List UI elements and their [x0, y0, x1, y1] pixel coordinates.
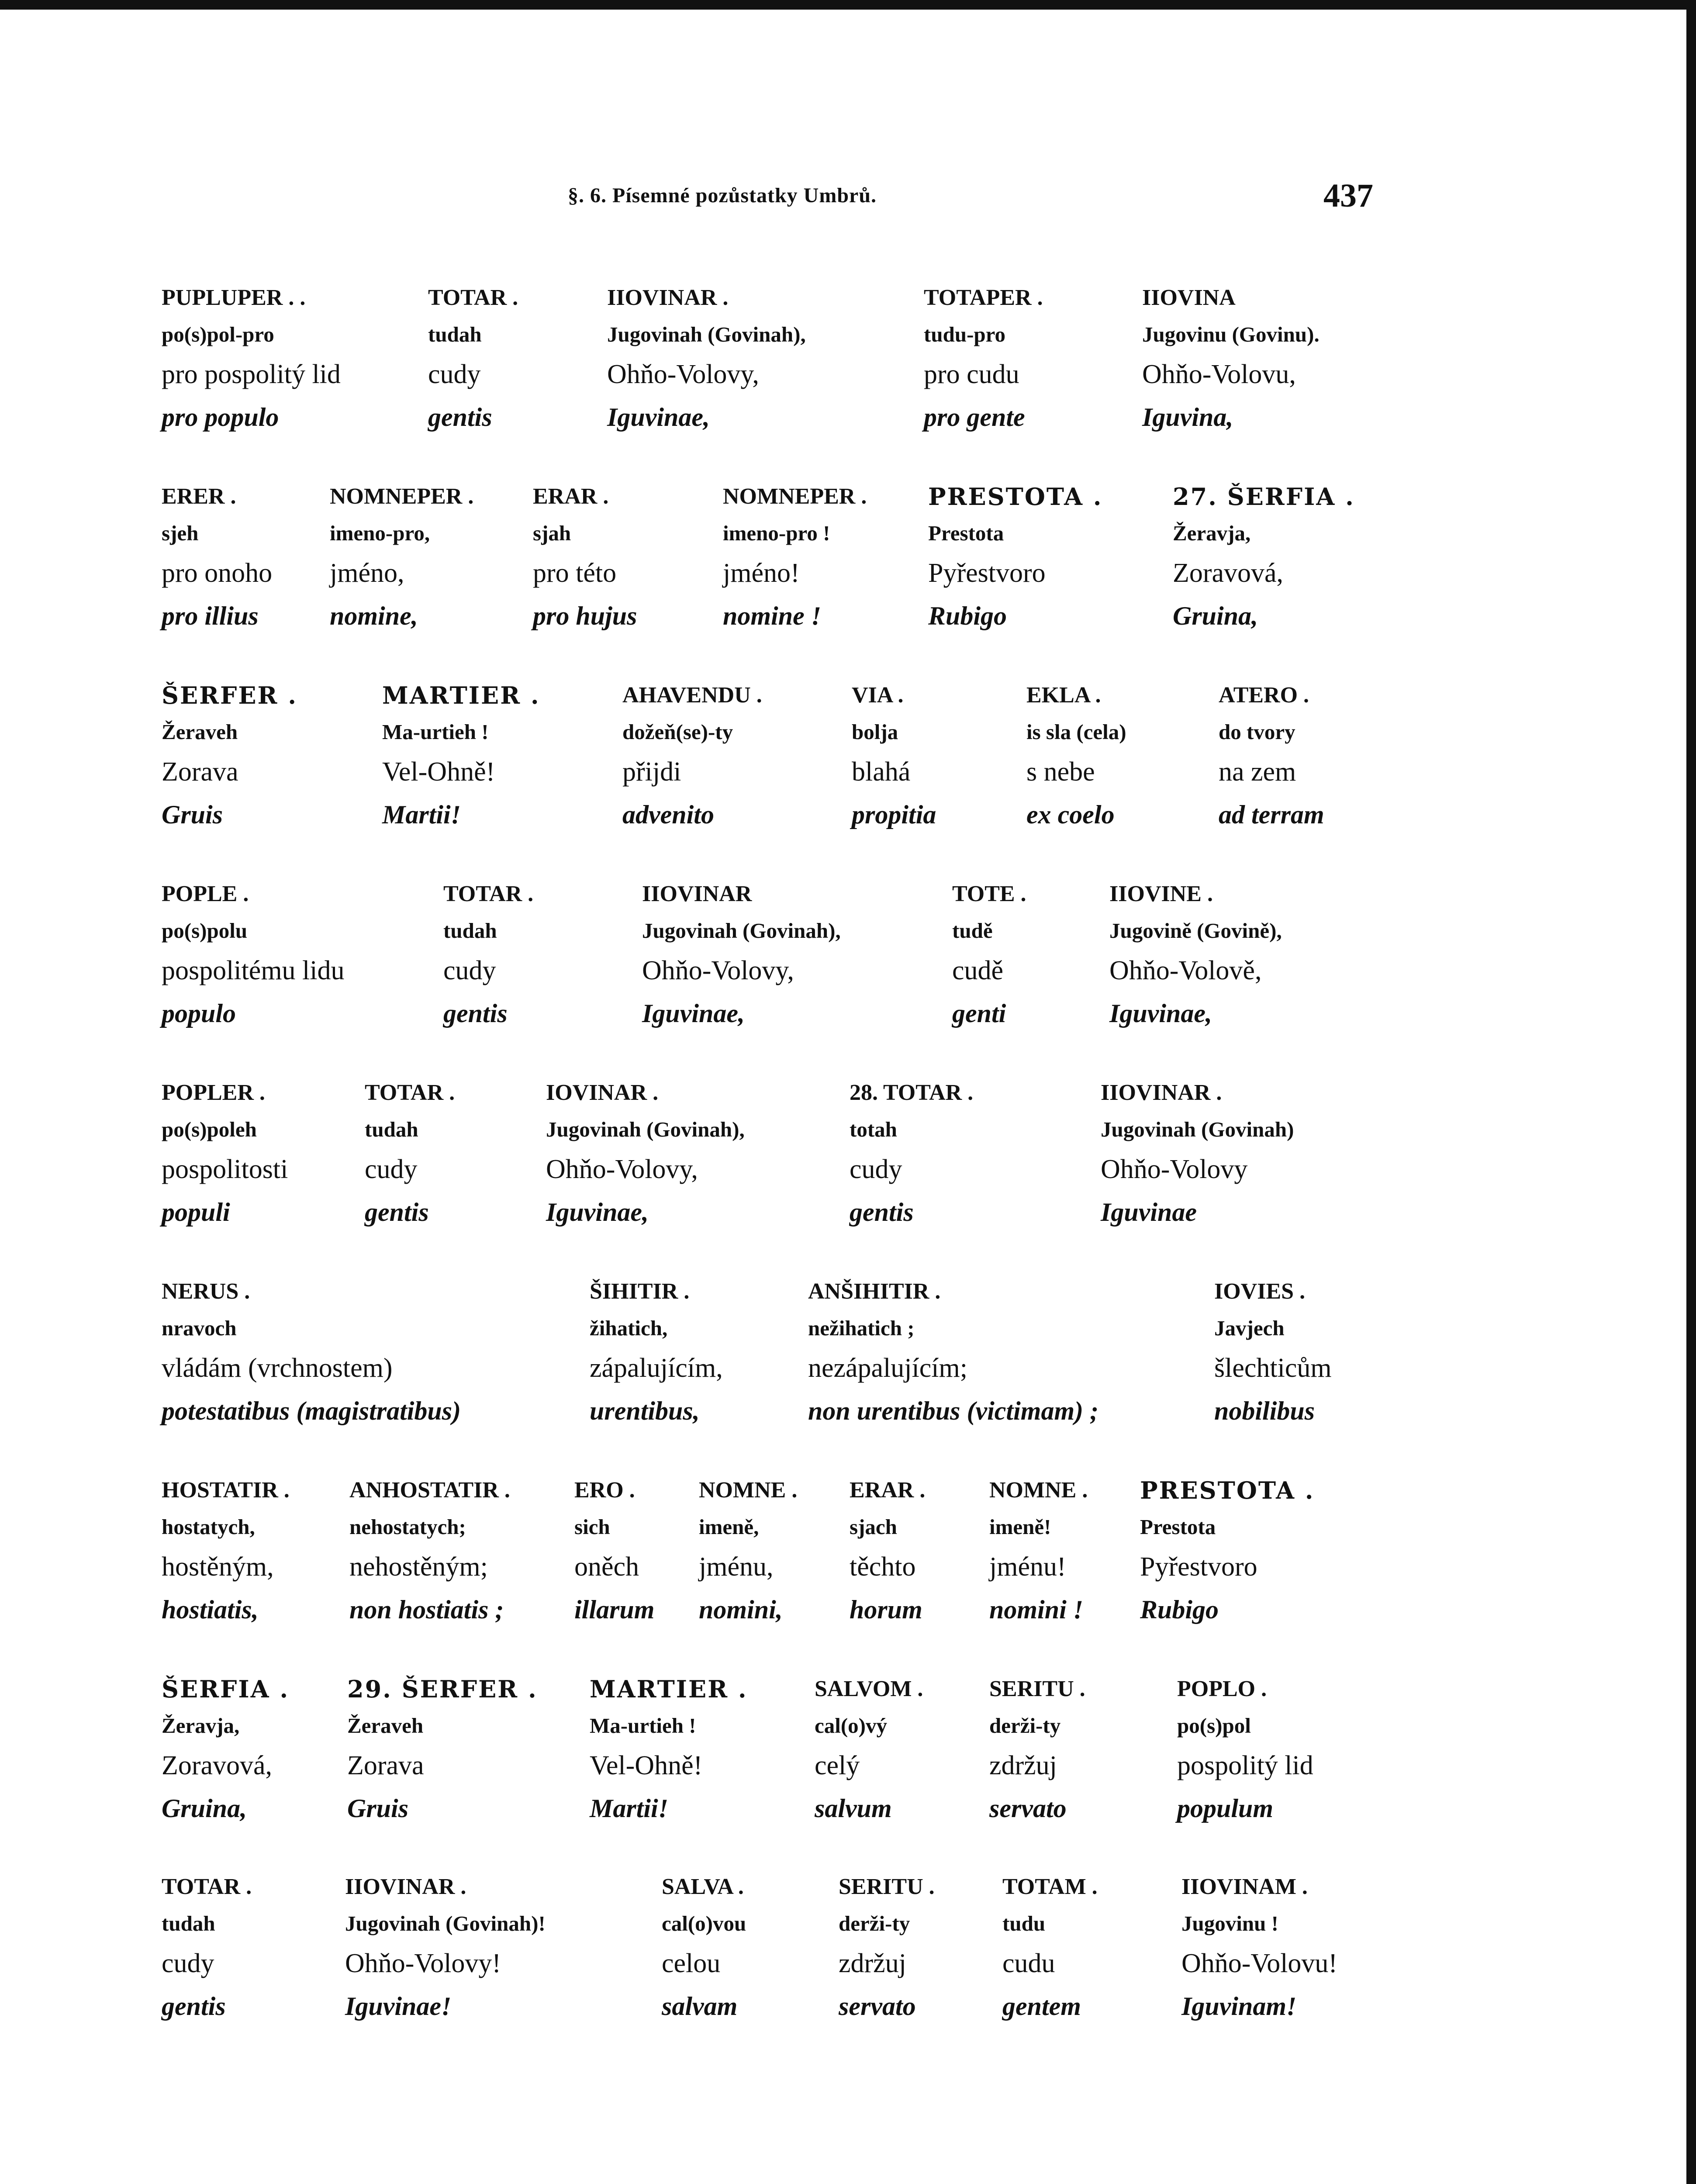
czech-line: šlechticům [1214, 1353, 1332, 1383]
umbrian-line: POPLER . [162, 1080, 265, 1105]
gloss-column [1219, 677, 1324, 836]
slavic-line: imeně, [699, 1515, 759, 1539]
latin-line: Rubigo [1140, 1595, 1219, 1624]
latin-line: Iguvinae, [642, 999, 745, 1028]
slavic-line: Ma-urtieh ! [382, 720, 489, 744]
latin-line: servato [989, 1794, 1067, 1823]
umbrian-line: TOTAR . [162, 1874, 252, 1899]
gloss-column [952, 876, 1026, 1035]
umbrian-line: PRESTOTA . [928, 483, 1103, 511]
latin-line: non hostiatis ; [349, 1595, 504, 1624]
umbrian-line: POPLE . [162, 881, 249, 906]
czech-line: Ohňo-Volovy [1101, 1154, 1248, 1184]
slavic-line: Jugovinah (Govinah), [546, 1117, 745, 1141]
umbrian-line: ERER . [162, 484, 236, 509]
umbrian-line: SALVA . [662, 1874, 744, 1899]
latin-line: ex coelo [1026, 800, 1115, 829]
slavic-line: Jugovinah (Govinah), [642, 919, 841, 943]
slavic-line: bolja [852, 720, 898, 744]
slavic-line: Prestota [928, 521, 1004, 545]
umbrian-line: ANHOSTATIR . [349, 1478, 510, 1503]
gloss-column [162, 1273, 461, 1432]
latin-line: gentem [1002, 1992, 1081, 2021]
latin-line: hostiatis, [162, 1595, 259, 1624]
czech-line: celou [662, 1949, 721, 1978]
czech-line: cudu [1002, 1949, 1055, 1978]
umbrian-line: VIA . [852, 683, 904, 708]
czech-line: pro této [533, 558, 617, 588]
umbrian-line: ERAR . [850, 1478, 926, 1503]
latin-line: Iguvinae, [1109, 999, 1212, 1028]
umbrian-line: IIOVINAR [642, 881, 752, 906]
czech-line: vládám (vrchnostem) [162, 1353, 393, 1383]
gloss-column [1177, 1671, 1313, 1830]
latin-line: advenito [622, 800, 714, 829]
gloss-column [852, 677, 936, 836]
czech-line: Ohňo-Volově, [1109, 956, 1262, 985]
latin-line: Iguvinae [1101, 1198, 1197, 1227]
gloss-column [590, 1273, 723, 1432]
latin-line: salvum [815, 1794, 892, 1823]
gloss-block [0, 1472, 1696, 1647]
umbrian-line: EKLA . [1026, 683, 1101, 708]
czech-line: cudy [365, 1154, 418, 1184]
umbrian-line: PRESTOTA . [1140, 1476, 1315, 1504]
gloss-column [622, 677, 762, 836]
czech-line: nehostěným; [349, 1552, 488, 1582]
czech-line: pro pospolitý lid [162, 359, 341, 389]
slavic-line: Javjech [1214, 1316, 1285, 1340]
slavic-line: Žeraveh [347, 1714, 424, 1738]
slavic-line: Žeraveh [162, 720, 238, 744]
slavic-line: sjah [533, 521, 571, 545]
umbrian-line: ŠERFER . [162, 681, 298, 709]
czech-line: celý [815, 1751, 860, 1780]
gloss-column [839, 1869, 935, 2028]
czech-line: nezápalujícím; [808, 1353, 967, 1383]
latin-line: gentis [365, 1198, 429, 1227]
umbrian-line: MARTIER . [382, 681, 540, 709]
umbrian-line: AHAVENDU . [622, 683, 762, 708]
czech-line: jménu! [989, 1552, 1066, 1582]
latin-line: horum [850, 1595, 922, 1624]
umbrian-line: 28. TOTAR . [850, 1080, 974, 1105]
czech-line: pro cudu [924, 359, 1019, 389]
gloss-column [850, 1472, 925, 1631]
gloss-column [162, 677, 297, 836]
slavic-line: Žeravja, [162, 1714, 240, 1738]
slavic-line: cal(o)vý [815, 1714, 887, 1738]
latin-line: nobilibus [1214, 1396, 1315, 1425]
gloss-column [607, 280, 806, 439]
gloss-column [1142, 280, 1319, 439]
latin-line: Iguvinam! [1181, 1992, 1297, 2021]
gloss-block [0, 1869, 1696, 2043]
gloss-column [382, 677, 540, 836]
slavic-line: totah [850, 1117, 897, 1141]
umbrian-line: TOTAR . [443, 881, 534, 906]
latin-line: urentibus, [590, 1396, 700, 1425]
gloss-column [989, 1671, 1085, 1830]
czech-line: Zorava [347, 1751, 424, 1780]
slavic-line: tudu [1002, 1911, 1046, 1935]
slavic-line: Jugovinah (Govinah) [1101, 1117, 1294, 1141]
gloss-block [0, 478, 1696, 653]
czech-line: Pyřestvoro [1140, 1552, 1257, 1582]
gloss-column [443, 876, 533, 1035]
slavic-line: žihatich, [590, 1316, 668, 1340]
latin-line: nomine, [330, 601, 418, 630]
czech-line: Vel-Ohně! [590, 1751, 703, 1780]
gloss-column [330, 478, 473, 637]
gloss-column [162, 478, 272, 637]
slavic-line: nravoch [162, 1316, 237, 1340]
umbrian-line: ŠERFIA . [162, 1675, 290, 1703]
latin-line: gentis [162, 1992, 226, 2021]
slavic-line: imeno-pro ! [723, 521, 830, 545]
gloss-column [1181, 1869, 1337, 2028]
latin-line: pro illius [162, 601, 259, 630]
slavic-line: derži-ty [989, 1714, 1061, 1738]
czech-line: jméno! [723, 558, 800, 588]
gloss-column [815, 1671, 923, 1830]
slavic-line: is sla (cela) [1026, 720, 1126, 744]
gloss-block [0, 876, 1696, 1051]
czech-line: těchto [850, 1552, 916, 1582]
czech-line: Ohňo-Volovu, [1142, 359, 1296, 389]
gloss-block [0, 1671, 1696, 1845]
gloss-column [590, 1671, 748, 1830]
czech-line: Zorava [162, 757, 238, 787]
slavic-line: Jugovinah (Govinah), [607, 322, 806, 346]
umbrian-line: MARTIER . [590, 1675, 748, 1703]
gloss-column [162, 1671, 289, 1830]
scan-edge-top [0, 0, 1696, 10]
latin-line: Iguvinae, [546, 1198, 649, 1227]
czech-line: Ohňo-Volovu! [1181, 1949, 1338, 1978]
gloss-column [1173, 478, 1355, 637]
czech-line: Ohňo-Volovy! [345, 1949, 501, 1978]
gloss-column [345, 1869, 546, 2028]
slavic-line: Žeravja, [1173, 521, 1251, 545]
gloss-column [808, 1273, 1098, 1432]
gloss-block [0, 1075, 1696, 1249]
latin-line: Iguvina, [1142, 403, 1233, 432]
umbrian-line: ŠIHITIR . [590, 1279, 690, 1304]
slavic-line: po(s)pol [1177, 1714, 1251, 1738]
gloss-column [162, 1869, 252, 2028]
gloss-column [574, 1472, 654, 1631]
gloss-column [428, 280, 518, 439]
umbrian-line: IIOVINAM . [1181, 1874, 1308, 1899]
czech-line: blahá [852, 757, 911, 787]
umbrian-line: ERO . [574, 1478, 635, 1503]
latin-line: pro populo [162, 403, 279, 432]
czech-line: hostěným, [162, 1552, 274, 1582]
czech-line: Zoravová, [1173, 558, 1284, 588]
gloss-column [662, 1869, 746, 2028]
latin-line: Martii! [590, 1794, 669, 1823]
czech-line: pospolitosti [162, 1154, 288, 1184]
czech-line: zdržuj [989, 1751, 1057, 1780]
gloss-column [1002, 1869, 1098, 2028]
slavic-line: Jugovině (Govině), [1109, 919, 1282, 943]
slavic-line: derži-ty [839, 1911, 910, 1935]
czech-line: přijdi [622, 757, 681, 787]
slavic-line: Jugovinu ! [1181, 1911, 1278, 1935]
umbrian-line: SERITU . [839, 1874, 935, 1899]
czech-line: jméno, [330, 558, 404, 588]
gloss-column [924, 280, 1043, 439]
umbrian-line: IIOVINAR . [1101, 1080, 1222, 1105]
czech-line: zápalujícím, [590, 1353, 723, 1383]
gloss-column [1140, 1472, 1315, 1631]
umbrian-line: ATERO . [1219, 683, 1309, 708]
latin-line: gentis [850, 1198, 914, 1227]
gloss-column [365, 1075, 455, 1234]
czech-line: na zem [1219, 757, 1296, 787]
slavic-line: do tvory [1219, 720, 1295, 744]
slavic-line: tudah [443, 919, 497, 943]
latin-line: Martii! [382, 800, 461, 829]
czech-line: oněch [574, 1552, 639, 1582]
latin-line: nomini, [699, 1595, 783, 1624]
czech-line: pospolitému lidu [162, 956, 345, 985]
slavic-line: sjeh [162, 521, 199, 545]
latin-line: Gruina, [1173, 601, 1258, 630]
slavic-line: po(s)poleh [162, 1117, 257, 1141]
umbrian-line: NOMNE . [989, 1478, 1088, 1503]
slavic-line: dožeň(se)-ty [622, 720, 733, 744]
latin-line: ad terram [1219, 800, 1324, 829]
gloss-block [0, 1273, 1696, 1448]
gloss-column [723, 478, 867, 637]
latin-line: propitia [852, 800, 936, 829]
umbrian-line: NERUS . [162, 1279, 250, 1304]
umbrian-line: HOSTATIR . [162, 1478, 290, 1503]
latin-line: Gruis [162, 800, 223, 829]
running-title: §. 6. Písemné pozůstatky Umbrů. [568, 184, 877, 207]
czech-line: Ohňo-Volovy, [607, 359, 759, 389]
slavic-line: imeno-pro, [330, 521, 430, 545]
gloss-column [533, 478, 637, 637]
latin-line: pro hujus [533, 601, 637, 630]
latin-line: non urentibus (victimam) ; [808, 1396, 1099, 1425]
czech-line: cudě [952, 956, 1004, 985]
gloss-column [349, 1472, 510, 1631]
latin-line: gentis [443, 999, 508, 1028]
czech-line: pospolitý lid [1177, 1751, 1313, 1780]
umbrian-line: ANŠIHITIR . [808, 1279, 941, 1304]
slavic-line: po(s)pol-pro [162, 322, 274, 346]
umbrian-line: TOTAPER . [924, 285, 1043, 310]
gloss-column [162, 876, 345, 1035]
umbrian-line: SERITU . [989, 1676, 1085, 1701]
latin-line: illarum [574, 1595, 655, 1624]
czech-line: cudy [162, 1949, 214, 1978]
gloss-column [928, 478, 1103, 637]
czech-line: Ohňo-Volovy, [546, 1154, 698, 1184]
latin-line: nomini ! [989, 1595, 1084, 1624]
umbrian-line: NOMNEPER . [330, 484, 474, 509]
umbrian-line: TOTE . [952, 881, 1026, 906]
slavic-line: tudah [162, 1911, 215, 1935]
latin-line: populum [1177, 1794, 1274, 1823]
umbrian-line: IOVIES . [1214, 1279, 1306, 1304]
latin-line: populo [162, 999, 236, 1028]
umbrian-line: POPLO . [1177, 1676, 1267, 1701]
umbrian-line: NOMNEPER . [723, 484, 867, 509]
umbrian-line: IIOVINA [1142, 285, 1236, 310]
gloss-column [1214, 1273, 1332, 1432]
umbrian-line: TOTAR . [365, 1080, 455, 1105]
slavic-line: sjach [850, 1515, 897, 1539]
slavic-line: nežihatich ; [808, 1316, 915, 1340]
slavic-line: tudě [952, 919, 993, 943]
slavic-line: nehostatych; [349, 1515, 466, 1539]
gloss-block [0, 280, 1696, 454]
slavic-line: Prestota [1140, 1515, 1216, 1539]
slavic-line: imeně! [989, 1515, 1051, 1539]
czech-line: Pyřestvoro [928, 558, 1046, 588]
gloss-column [1109, 876, 1282, 1035]
umbrian-line: IIOVINAR . [607, 285, 729, 310]
latin-line: nomine ! [723, 601, 822, 630]
czech-line: Zoravová, [162, 1751, 273, 1780]
latin-line: pro gente [924, 403, 1025, 432]
latin-line: genti [952, 999, 1006, 1028]
czech-line: pro onoho [162, 558, 273, 588]
umbrian-line: ERAR . [533, 484, 609, 509]
umbrian-line: SALVOM . [815, 1676, 923, 1701]
gloss-column [989, 1472, 1088, 1631]
umbrian-line: NOMNE . [699, 1478, 798, 1503]
latin-line: potestatibus (magistratibus) [162, 1396, 461, 1425]
czech-line: s nebe [1026, 757, 1095, 787]
latin-line: populi [162, 1198, 230, 1227]
latin-line: Rubigo [928, 601, 1007, 630]
latin-line: Iguvinae, [607, 403, 710, 432]
umbrian-line: IIOVINE . [1109, 881, 1213, 906]
umbrian-line: PUPLUPER . . [162, 285, 306, 310]
gloss-block [0, 677, 1696, 852]
gloss-column [546, 1075, 745, 1234]
gloss-column [162, 1472, 290, 1631]
umbrian-line: IOVINAR . [546, 1080, 659, 1105]
gloss-column [162, 280, 341, 439]
latin-line: Gruis [347, 1794, 409, 1823]
umbrian-line: 29. ŠERFER . [347, 1675, 538, 1703]
gloss-column [162, 1075, 288, 1234]
slavic-line: tudah [428, 322, 482, 346]
latin-line: Gruina, [162, 1794, 247, 1823]
umbrian-line: TOTAM . [1002, 1874, 1098, 1899]
slavic-line: tudah [365, 1117, 418, 1141]
slavic-line: po(s)polu [162, 919, 248, 943]
gloss-column [1026, 677, 1126, 836]
slavic-line: Jugovinah (Govinah)! [345, 1911, 546, 1935]
slavic-line: Ma-urtieh ! [590, 1714, 696, 1738]
gloss-column [347, 1671, 538, 1830]
gloss-column [850, 1075, 973, 1234]
latin-line: servato [839, 1992, 916, 2021]
czech-line: cudy [428, 359, 481, 389]
latin-line: gentis [428, 403, 492, 432]
latin-line: salvam [662, 1992, 738, 2021]
gloss-column [642, 876, 841, 1035]
umbrian-line: TOTAR . [428, 285, 518, 310]
umbrian-line: 27. ŠERFIA . [1173, 483, 1355, 511]
czech-line: zdržuj [839, 1949, 906, 1978]
slavic-line: cal(o)vou [662, 1911, 746, 1935]
slavic-line: hostatych, [162, 1515, 255, 1539]
slavic-line: Jugovinu (Govinu). [1142, 322, 1319, 346]
latin-line: Iguvinae! [345, 1992, 452, 2021]
gloss-column [699, 1472, 797, 1631]
czech-line: cudy [443, 956, 496, 985]
page-number: 437 [1323, 177, 1373, 214]
czech-line: Vel-Ohně! [382, 757, 495, 787]
czech-line: jménu, [699, 1552, 774, 1582]
gloss-column [1101, 1075, 1294, 1234]
czech-line: cudy [850, 1154, 902, 1184]
umbrian-line: IIOVINAR . [345, 1874, 466, 1899]
slavic-line: tudu-pro [924, 322, 1006, 346]
czech-line: Ohňo-Volovy, [642, 956, 794, 985]
slavic-line: sich [574, 1515, 610, 1539]
